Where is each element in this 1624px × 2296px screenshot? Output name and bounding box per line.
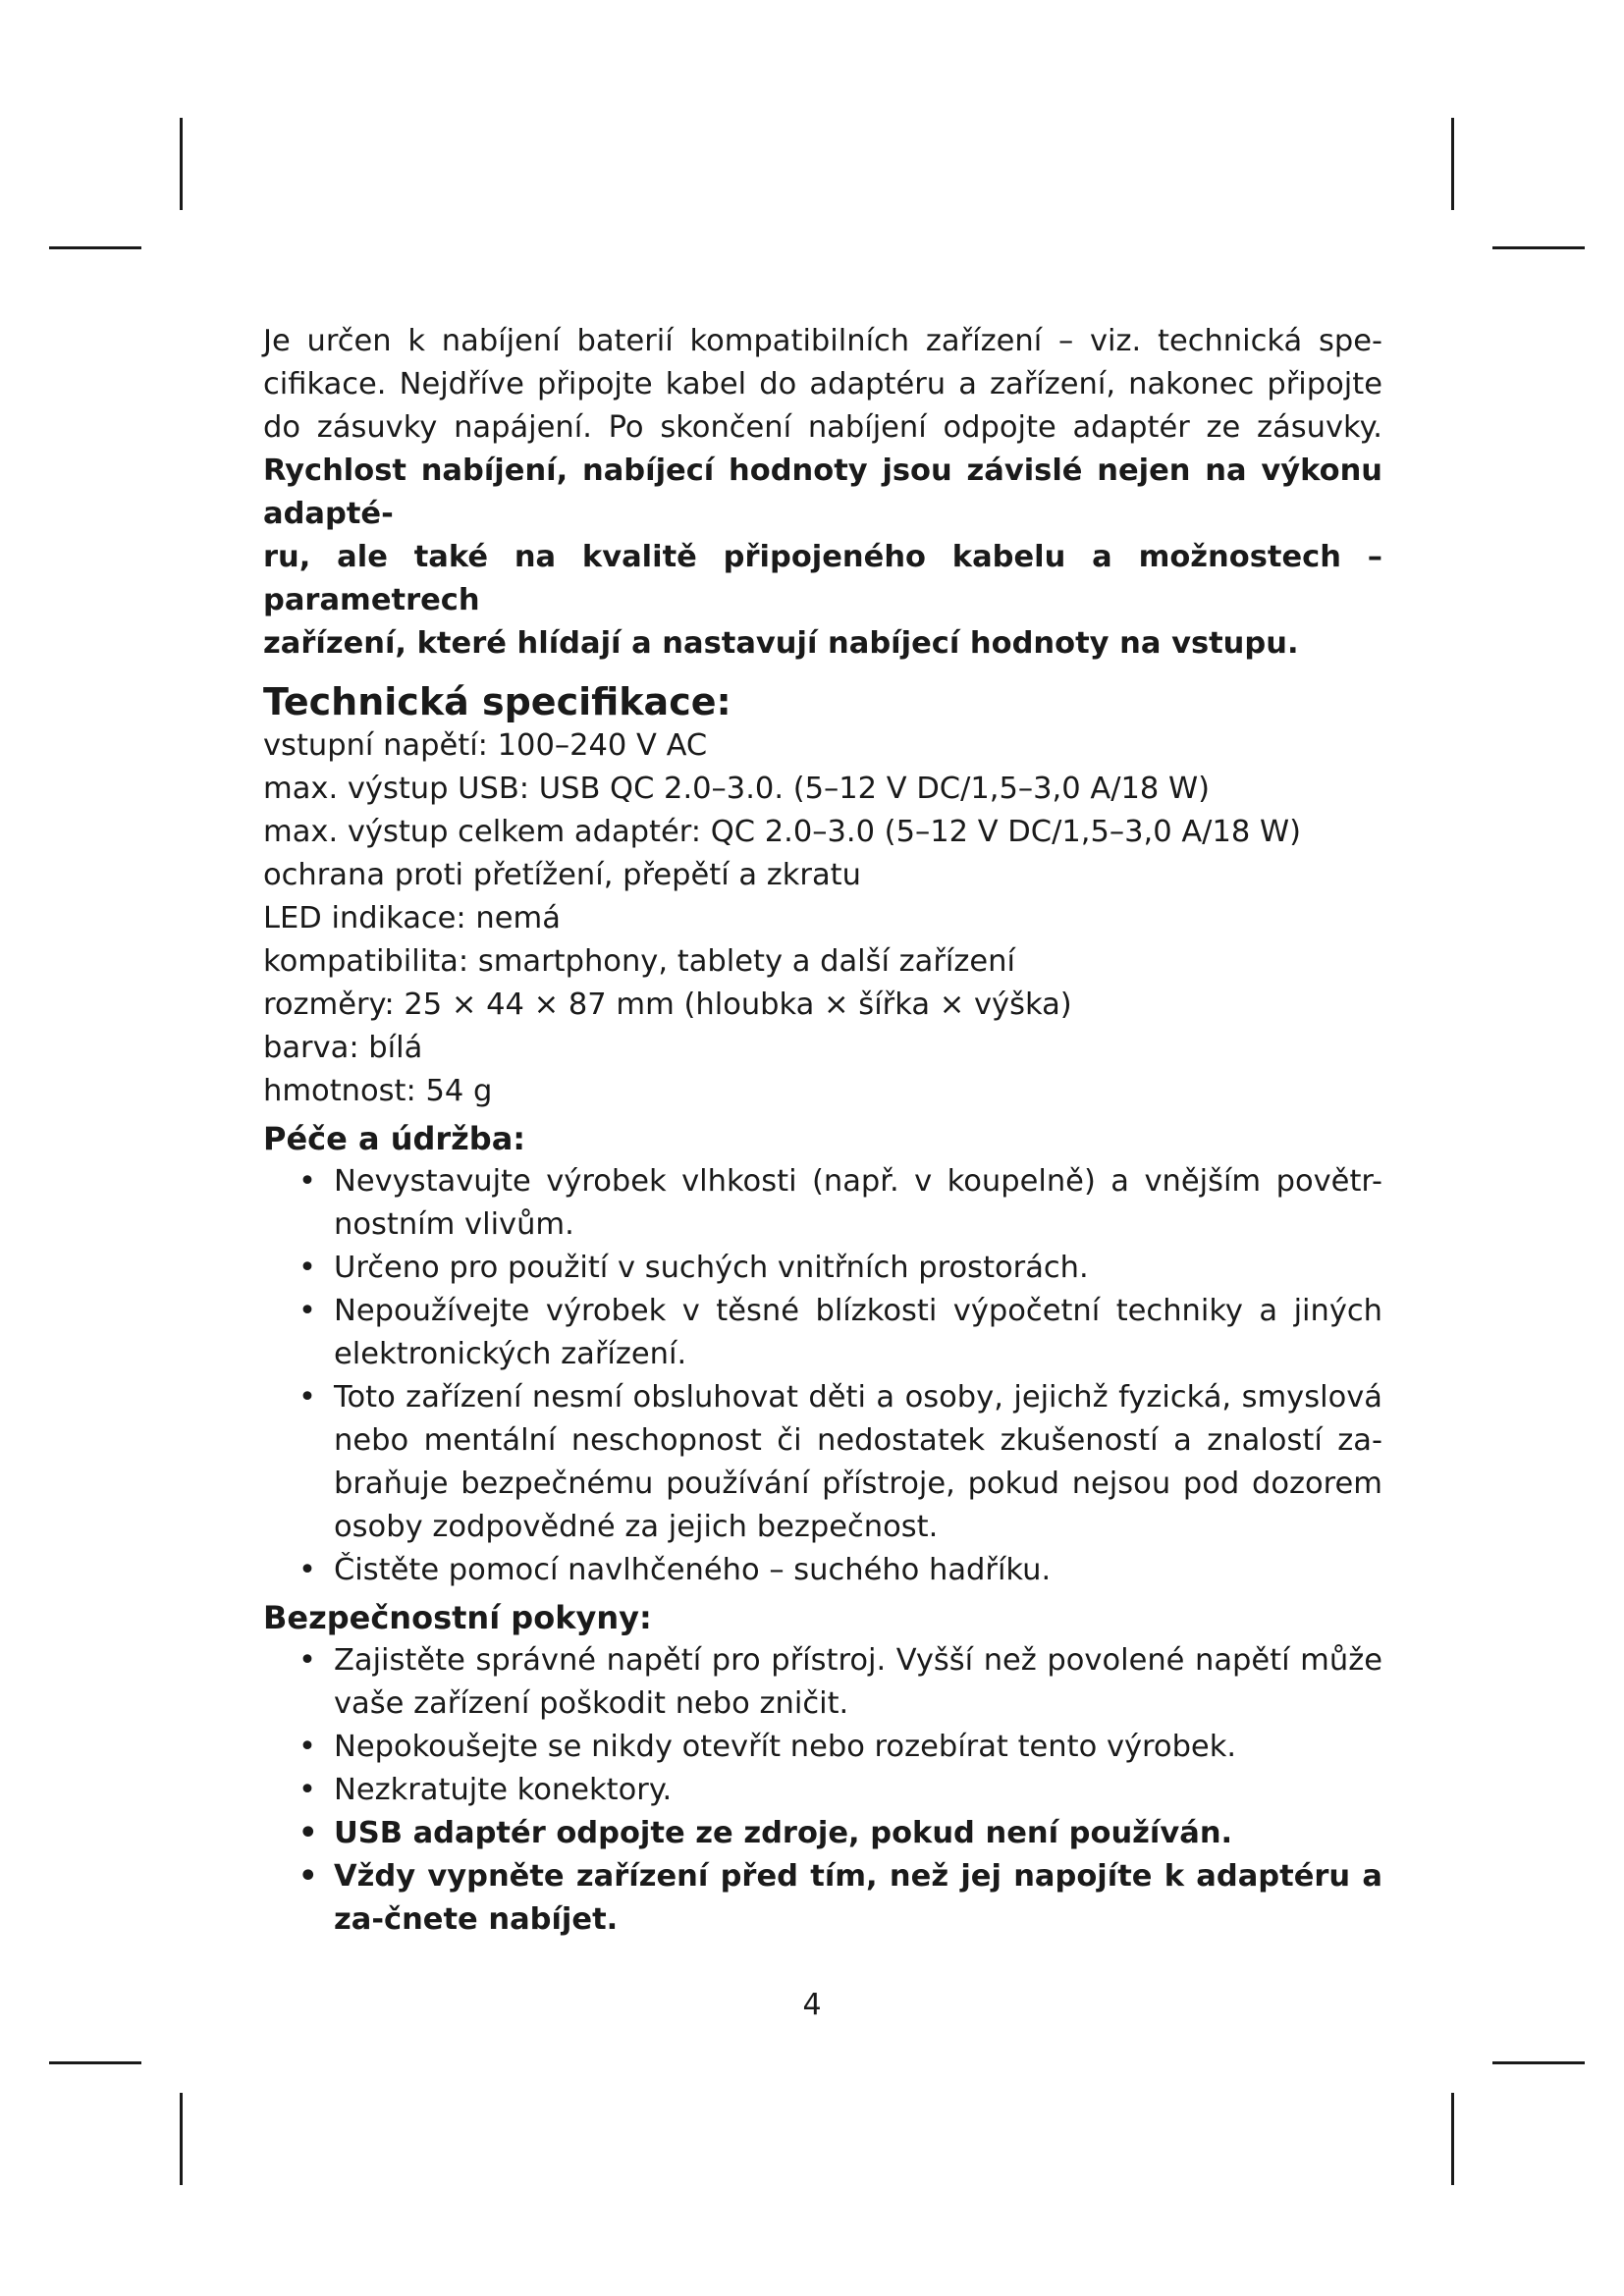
care-item bbox=[263, 1376, 1382, 1549]
care-item bbox=[263, 1247, 1382, 1290]
care-item bbox=[263, 1290, 1382, 1376]
care-item-text: Nepoužívejte výrobek v těsné blízkosti výpočetní techniky a jiných elektronických zařízení. bbox=[334, 1294, 1382, 1371]
safety-list bbox=[263, 1639, 1382, 1942]
crop-mark-bottom-right-horizontal bbox=[1492, 2061, 1585, 2064]
intro-paragraph bbox=[263, 320, 1382, 666]
safety-item bbox=[263, 1855, 1382, 1942]
safety-item-text: Zajistěte správné napětí pro přístroj. Vyšší než povolené napětí může vaše zařízení poškodit nebo zničit. bbox=[334, 1643, 1382, 1721]
crop-mark-top-left-vertical bbox=[180, 118, 183, 210]
safety-item bbox=[263, 1726, 1382, 1769]
safety-heading: Bezpečnostní pokyny: bbox=[263, 1599, 652, 1636]
intro-bold-line: Rychlost nabíjení, nabíjecí hodnoty jsou závislé nejen na výkonu adapté- bbox=[263, 454, 1382, 531]
care-item-text: Určeno pro použití v suchých vnitřních prostorách. bbox=[334, 1251, 1089, 1285]
care-item bbox=[263, 1549, 1382, 1592]
safety-item bbox=[263, 1812, 1382, 1855]
page-number: 4 bbox=[802, 1988, 822, 2022]
crop-mark-bottom-left-horizontal bbox=[49, 2061, 141, 2064]
care-item-text: Čistěte pomocí navlhčeného – suchého hadříku. bbox=[334, 1553, 1052, 1587]
bullet-icon: • bbox=[298, 1251, 316, 1285]
spec-item: barva: bílá bbox=[263, 1031, 423, 1065]
spec-list bbox=[263, 724, 1382, 1113]
safety-item-text: USB adaptér odpojte ze zdroje, pokud není používán. bbox=[334, 1816, 1233, 1850]
spec-item: hmotnost: 54 g bbox=[263, 1074, 493, 1108]
spec-item: ochrana proti přetížení, přepětí a zkratu bbox=[263, 858, 861, 892]
crop-mark-bottom-right-vertical bbox=[1451, 2093, 1454, 2185]
crop-mark-top-left-horizontal bbox=[49, 246, 141, 249]
spec-item: vstupní napětí: 100–240 V AC bbox=[263, 728, 708, 763]
spec-item: max. výstup celkem adaptér: QC 2.0–3.0 (5–12 V DC/1,5–3,0 A/18 W) bbox=[263, 815, 1302, 849]
bullet-icon: • bbox=[298, 1294, 316, 1328]
safety-item-text: Nepokoušejte se nikdy otevřít nebo rozebírat tento výrobek. bbox=[334, 1730, 1237, 1764]
spec-item: kompatibilita: smartphony, tablety a další zařízení bbox=[263, 944, 1015, 979]
spec-item: max. výstup USB: USB QC 2.0–3.0. (5–12 V DC/1,5–3,0 A/18 W) bbox=[263, 772, 1211, 806]
page-content bbox=[263, 320, 1382, 1942]
crop-mark-top-right-horizontal bbox=[1492, 246, 1585, 249]
spec-heading: Technická specifikace: bbox=[263, 680, 731, 723]
intro-line: Je určen k nabíjení baterií kompatibilních zařízení – viz. technická spe- bbox=[263, 324, 1382, 358]
bullet-icon: • bbox=[298, 1380, 316, 1415]
bullet-icon: • bbox=[298, 1553, 316, 1587]
care-item bbox=[263, 1160, 1382, 1247]
spec-item: rozměry: 25 × 44 × 87 mm (hloubka × šířka × výška) bbox=[263, 988, 1072, 1022]
intro-line: cifikace. Nejdříve připojte kabel do adaptéru a zařízení, nakonec připojte bbox=[263, 367, 1382, 401]
care-item-text: Nevystavujte výrobek vlhkosti (např. v koupelně) a vnějším povětr-nostním vlivům. bbox=[334, 1164, 1382, 1242]
spec-item: LED indikace: nemá bbox=[263, 901, 561, 935]
care-item-text: Toto zařízení nesmí obsluhovat děti a osoby, jejichž fyzická, smyslová nebo mentální neschopnost či nedostatek zkušeností a znalostí za-braňuje bezpečnému používání přístroje, pokud nejsou pod dozorem osoby zodpovědné za jejich bezpečnost. bbox=[334, 1380, 1382, 1544]
bullet-icon: • bbox=[298, 1730, 316, 1764]
safety-item bbox=[263, 1769, 1382, 1812]
intro-line: do zásuvky napájení. Po skončení nabíjení odpojte adaptér ze zásuvky. bbox=[263, 410, 1382, 445]
intro-bold-line: zařízení, které hlídají a nastavují nabíjecí hodnoty na vstupu. bbox=[263, 626, 1299, 661]
bullet-icon: • bbox=[298, 1643, 316, 1678]
safety-item-text: Vždy vypněte zařízení před tím, než jej napojíte k adaptéru a za-čnete nabíjet. bbox=[334, 1859, 1382, 1937]
bullet-icon: • bbox=[298, 1164, 316, 1199]
crop-mark-bottom-left-vertical bbox=[180, 2093, 183, 2185]
safety-item bbox=[263, 1639, 1382, 1726]
care-list bbox=[263, 1160, 1382, 1592]
care-heading: Péče a údržba: bbox=[263, 1120, 526, 1157]
safety-item-text: Nezkratujte konektory. bbox=[334, 1773, 673, 1807]
intro-bold-line: ru, ale také na kvalitě připojeného kabelu a možnostech – parametrech bbox=[263, 540, 1382, 617]
bullet-icon: • bbox=[298, 1773, 316, 1807]
bullet-icon: • bbox=[298, 1859, 318, 1894]
bullet-icon: • bbox=[298, 1816, 318, 1850]
crop-mark-top-right-vertical bbox=[1451, 118, 1454, 210]
